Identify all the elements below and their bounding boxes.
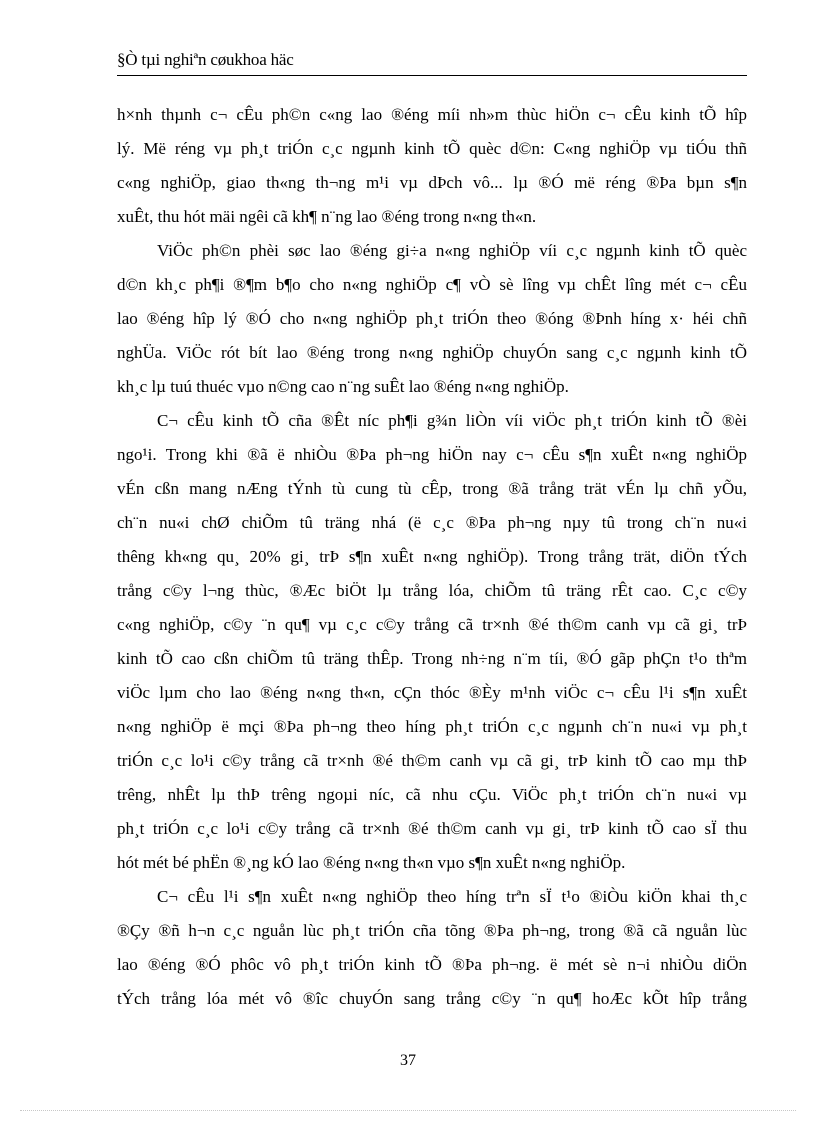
text-line: kh¸c lµ tuú thuéc vµo n©ng cao n¨ng suÊt lao ®éng n«ng nghiÖp. [117, 377, 569, 396]
text-line: ®Çy ®ñ h¬n c¸c nguån lùc ph¸t triÓn cña tõng ®Þa ph¬ng, trong ®ã cã nguån lùc [117, 921, 747, 940]
text-line: ViÖc ph©n phèi søc lao ®éng gi÷a n«ng nghiÖp víi c¸c ngµnh kinh tÕ quèc [157, 241, 747, 260]
text-line: hót mét bé phËn ®¸ng kÓ lao ®éng n«ng th«n vµo s¶n xuÊt n«ng nghiÖp. [117, 853, 626, 872]
header-rule [117, 75, 747, 76]
text-line: tÝch trång lóa mét vô ®îc chuyÓn sang trång c©y ¨n qu¶ hoÆc kÕt hîp trång [117, 989, 747, 1008]
text-line: xuÊt, thu hót mäi ngêi cã kh¶ n¨ng lao ®éng trong n«ng th«n. [117, 207, 537, 226]
text-line: vÉn cßn mang nÆng tÝnh tù cung tù cÊp, trong ®ã trång trät vÉn lµ chñ yÕu, [117, 479, 747, 498]
text-line: c«ng nghiÖp, giao th«ng th¬ng m¹i vµ dÞch vô... lµ ®Ó më réng ®Þa bµn s¶n [117, 173, 747, 192]
text-line: C¬ cÊu l¹i s¶n xuÊt n«ng nghiÖp theo híng trªn sÏ t¹o ®iÒu kiÖn khai th¸c [157, 887, 747, 906]
text-line: ch¨n nu«i chØ chiÕm tû träng nhá (ë c¸c ®Þa ph¬ng nµy tû trong ch¨n nu«i [117, 513, 747, 532]
page-bottom-border [20, 1110, 796, 1111]
text-line: thêng kh«ng qu¸ 20% gi¸ trÞ s¶n xuÊt n«ng nghiÖp). Trong trång trät, diÖn tÝch [117, 547, 747, 566]
text-line: d©n kh¸c ph¶i ®¶m b¶o cho n«ng nghiÖp c¶ vÒ sè lîng vµ chÊt lîng mét c¬ cÊu [117, 275, 747, 294]
text-line: ngo¹i. Trong khi ®ã ë nhiÒu ®Þa ph¬ng hiÖn nay c¬ cÊu s¶n xuÊt n«ng nghiÖp [117, 445, 747, 464]
text-line: ph¸t triÓn c¸c lo¹i c©y trång cã tr×nh ®é th©m canh vµ gi¸ trÞ kinh tÕ cao sÏ thu [117, 819, 747, 838]
text-line: trêng, nhÊt lµ thÞ trêng ngoµi níc, cã nhu cÇu. ViÖc ph¸t triÓn ch¨n nu«i vµ [117, 785, 747, 804]
text-line: C¬ cÊu kinh tÕ cña ®Êt níc ph¶i g¾n liÒn víi viÖc ph¸t triÓn kinh tÕ ®èi [157, 411, 747, 430]
text-line: trång c©y l¬ng thùc, ®Æc biÖt lµ trång lóa, chiÕm tû träng rÊt cao. C¸c c©y [117, 581, 747, 600]
body-text [117, 98, 747, 1016]
text-line: lý. Më réng vµ ph¸t triÓn c¸c ngµnh kinh tÕ quèc d©n: C«ng nghiÖp vµ tiÓu thñ [117, 139, 747, 158]
text-line: lao ®éng ®Ó phôc vô ph¸t triÓn kinh tÕ ®Þa ph¬ng. ë mét sè n¬i nhiÒu diÖn [117, 955, 747, 974]
text-line: triÓn c¸c lo¹i c©y trång cã tr×nh ®é th©m canh vµ cã gi¸ trÞ kinh tÕ cao mµ thÞ [117, 751, 747, 770]
text-line: nghÜa. ViÖc rót bít lao ®éng trong n«ng nghiÖp chuyÓn sang c¸c ngµnh kinh tÕ [117, 343, 747, 362]
text-line: h×nh thµnh c¬ cÊu ph©n c«ng lao ®éng míi nh»m thùc hiÖn c¬ cÊu kinh tÕ hîp [117, 105, 747, 124]
text-line: n«ng nghiÖp ë mçi ®Þa ph¬ng theo híng ph¸t triÓn c¸c ngµnh ch¨n nu«i vµ ph¸t [117, 717, 747, 736]
text-line: lao ®éng hîp lý ®Ó cho n«ng nghiÖp ph¸t triÓn theo ®óng ®Þnh híng x· héi chñ [117, 309, 747, 328]
page-header-title: §Ò tµi nghiªn cøukhoa häc [117, 50, 294, 69]
text-line: kinh tÕ cao cßn chiÕm tû träng thÊp. Trong nh÷ng n¨m tíi, ®Ó gãp phÇn t¹o thªm [117, 649, 747, 668]
text-line: c«ng nghiÖp, c©y ¨n qu¶ vµ c¸c c©y trång cã tr×nh ®é th©m canh vµ cã gi¸ trÞ [117, 615, 747, 634]
page-number: 37 [400, 1052, 416, 1069]
text-line: viÖc lµm cho lao ®éng n«ng th«n, cÇn thóc ®Èy m¹nh viÖc c¬ cÊu l¹i s¶n xuÊt [117, 683, 747, 702]
